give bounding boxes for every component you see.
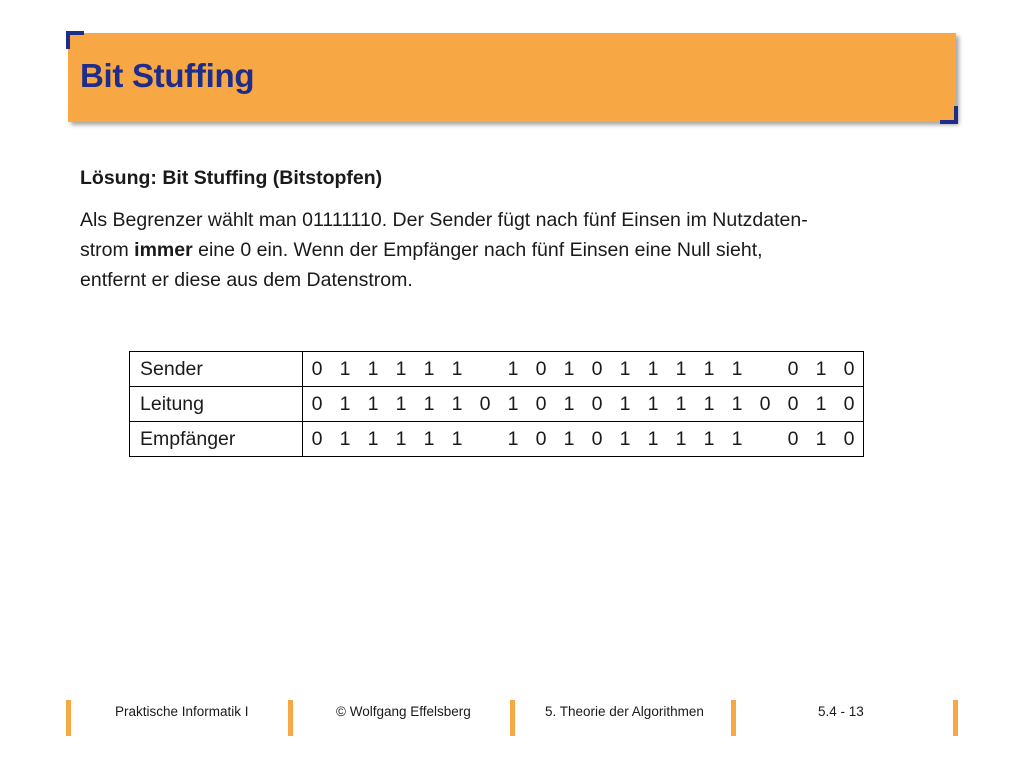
footer-author: © Wolfgang Effelsberg (336, 704, 471, 719)
bit-cell: 0 (583, 352, 611, 387)
bit-cell (471, 352, 499, 387)
bit-cell: 1 (611, 352, 639, 387)
bit-stuffing-table (129, 351, 864, 457)
row-label: Leitung (130, 387, 303, 422)
bit-cell: 1 (415, 387, 443, 422)
bit-cell: 1 (695, 352, 723, 387)
bit-cell: 1 (723, 352, 751, 387)
bit-cell: 1 (443, 352, 471, 387)
bit-cell: 1 (807, 352, 835, 387)
footer-course: Praktische Informatik I (115, 704, 249, 719)
bit-cell: 1 (611, 387, 639, 422)
corner-bracket-bottom-right (940, 106, 958, 124)
paragraph-line-2-end: eine 0 ein. Wenn der Empfänger nach fünf Einsen eine Null sieht, (192, 239, 763, 261)
row-label: Empfänger (130, 422, 303, 457)
bit-cell: 0 (779, 352, 807, 387)
footer-divider (953, 700, 958, 736)
corner-bracket-top-left (66, 31, 84, 49)
footer-chapter: 5. Theorie der Algorithmen (545, 704, 704, 719)
bit-cell: 1 (499, 422, 527, 457)
bit-cell: 0 (527, 352, 555, 387)
bit-cell: 1 (807, 387, 835, 422)
bit-cell (751, 352, 779, 387)
bit-cell: 0 (835, 387, 864, 422)
bit-cell: 1 (415, 422, 443, 457)
bit-cell: 1 (359, 387, 387, 422)
bit-cell: 1 (639, 422, 667, 457)
paragraph-line-2-start: strom (80, 239, 135, 261)
footer-divider (288, 700, 293, 736)
footer-divider (731, 700, 736, 736)
bit-cell: 0 (471, 387, 499, 422)
bit-cell: 0 (751, 387, 779, 422)
bit-cell: 1 (555, 422, 583, 457)
bit-cell: 0 (303, 422, 332, 457)
table-row (130, 422, 864, 457)
bit-cell: 1 (387, 422, 415, 457)
row-label: Sender (130, 352, 303, 387)
body-paragraph (80, 205, 950, 295)
title-banner (68, 33, 956, 122)
footer-page-number: 5.4 - 13 (818, 704, 864, 719)
bit-cell: 1 (331, 387, 359, 422)
bit-cell: 0 (779, 387, 807, 422)
bit-cell: 0 (303, 387, 332, 422)
bit-cell: 0 (303, 352, 332, 387)
bit-cell: 1 (667, 422, 695, 457)
bit-cell: 0 (835, 352, 864, 387)
footer-divider (66, 700, 71, 736)
bit-cell: 0 (583, 387, 611, 422)
bit-cell: 1 (415, 352, 443, 387)
bit-cell: 1 (359, 352, 387, 387)
bit-cell: 1 (331, 352, 359, 387)
bit-cell: 1 (359, 422, 387, 457)
bit-cell: 1 (723, 387, 751, 422)
bit-cell: 1 (387, 387, 415, 422)
bit-cell: 1 (443, 387, 471, 422)
bit-cell: 0 (583, 422, 611, 457)
table-row (130, 387, 864, 422)
bit-cell (471, 422, 499, 457)
bit-cell: 1 (667, 352, 695, 387)
footer-divider (510, 700, 515, 736)
bit-cell: 1 (555, 352, 583, 387)
bit-cell: 1 (331, 422, 359, 457)
bit-cell: 1 (639, 352, 667, 387)
bit-cell: 0 (779, 422, 807, 457)
bit-cell: 1 (639, 387, 667, 422)
bit-cell: 1 (499, 352, 527, 387)
bit-cell: 1 (499, 387, 527, 422)
bit-cell: 1 (723, 422, 751, 457)
paragraph-line-1: Als Begrenzer wählt man 01111110. Der Sender fügt nach fünf Einsen im Nutzdaten- (80, 209, 808, 231)
bit-cell: 1 (555, 387, 583, 422)
bit-cell: 0 (835, 422, 864, 457)
slide-title: Bit Stuffing (80, 57, 255, 94)
bit-cell: 1 (695, 387, 723, 422)
bit-cell (751, 422, 779, 457)
bit-cell: 0 (527, 387, 555, 422)
paragraph-line-3: entfernt er diese aus dem Datenstrom. (80, 269, 413, 291)
paragraph-emphasis: immer (134, 239, 193, 261)
bit-cell: 1 (807, 422, 835, 457)
bit-cell: 1 (695, 422, 723, 457)
slide-subtitle: Lösung: Bit Stuffing (Bitstopfen) (80, 167, 383, 189)
table-row (130, 352, 864, 387)
bit-cell: 1 (387, 352, 415, 387)
bit-cell: 1 (611, 422, 639, 457)
bit-cell: 1 (443, 422, 471, 457)
footer (0, 700, 1024, 736)
bit-cell: 1 (667, 387, 695, 422)
bit-cell: 0 (527, 422, 555, 457)
